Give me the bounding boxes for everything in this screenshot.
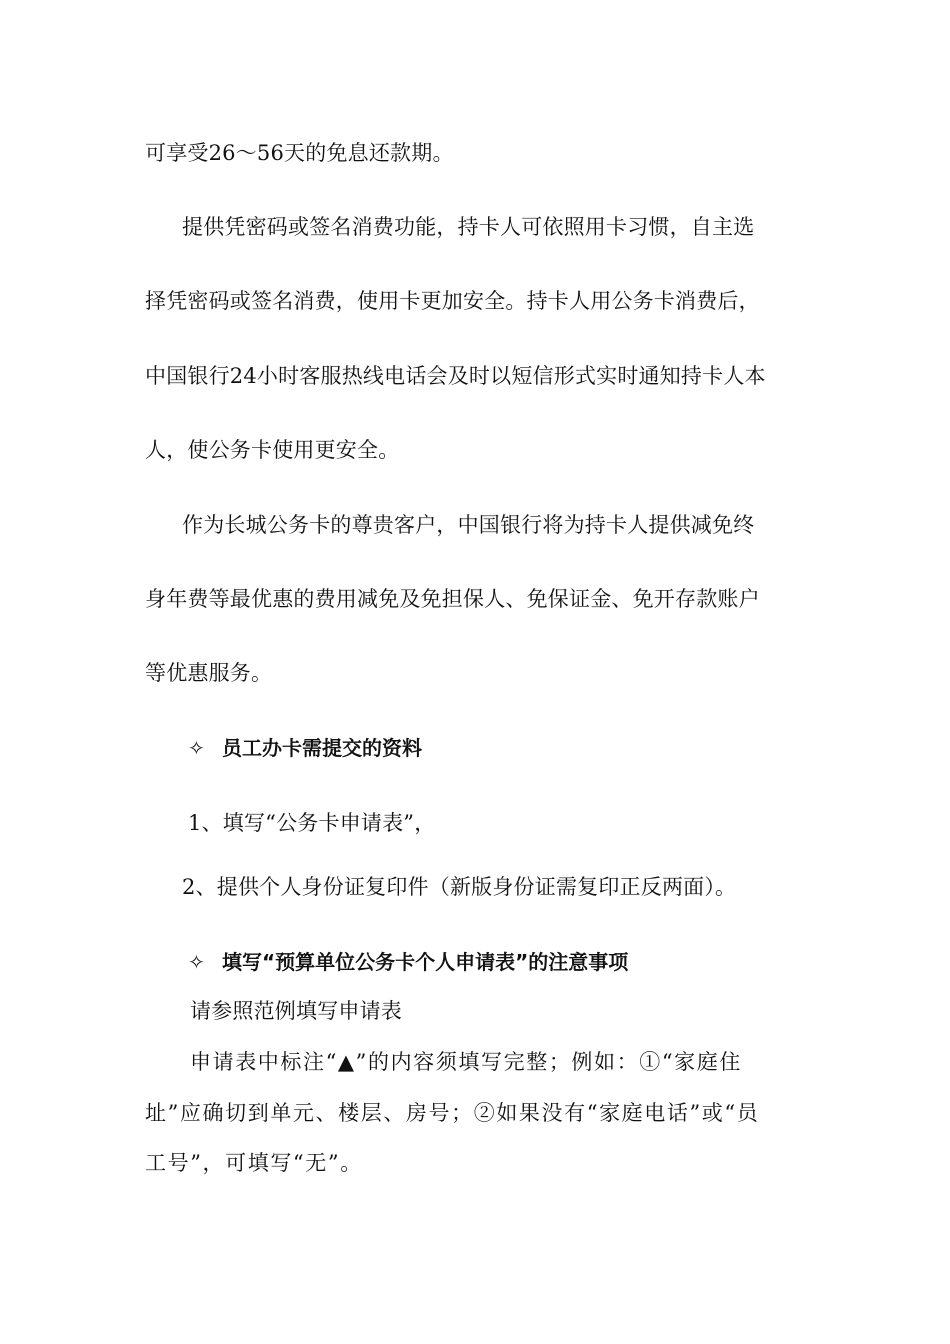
diamond-bullet-icon: ✧ — [188, 950, 205, 974]
paragraph-line: 人，使公务卡使用更安全。 — [145, 438, 400, 462]
paragraph-line: 身年费等最优惠的费用减免及免担保人、免保证金、免开存款账户 — [145, 587, 760, 611]
paragraph-line: 提供凭密码或签名消费功能，持卡人可依照用卡习惯，自主选 — [182, 215, 755, 239]
section-heading — [188, 733, 422, 763]
section-title: 员工办卡需提交的资料 — [222, 736, 422, 760]
list-item: 1、填写“公务卡申请表”， — [188, 811, 436, 835]
paragraph-line: 申请表中标注“▲”的内容须填写完整；例如：①“家庭住 — [190, 1050, 742, 1074]
paragraph-line: 中国银行24小时客服热线电话会及时以短信形式实时通知持卡人本 — [145, 364, 766, 388]
diamond-bullet-icon: ✧ — [188, 736, 205, 760]
list-item: 2、提供个人身份证复印件（新版身份证需复印正反两面）。 — [182, 875, 737, 899]
paragraph-line: 择凭密码或签名消费，使用卡更加安全。持卡人用公务卡消费后， — [145, 289, 760, 313]
section-title: 填写“预算单位公务卡个人申请表”的注意事项 — [222, 950, 629, 974]
paragraph-line: 工号”，可填写“无”。 — [145, 1151, 363, 1175]
paragraph-line: 请参照范例填写申请表 — [190, 999, 402, 1023]
section-heading — [188, 947, 628, 977]
paragraph-line: 等优惠服务。 — [145, 661, 273, 685]
paragraph-line: 址”应确切到单元、楼层、房号；②如果没有“家庭电话”或“员 — [145, 1101, 760, 1125]
paragraph-line: 作为长城公务卡的尊贵客户，中国银行将为持卡人提供减免终 — [182, 513, 755, 537]
paragraph-line: 可享受26～56天的免息还款期。 — [145, 141, 454, 165]
